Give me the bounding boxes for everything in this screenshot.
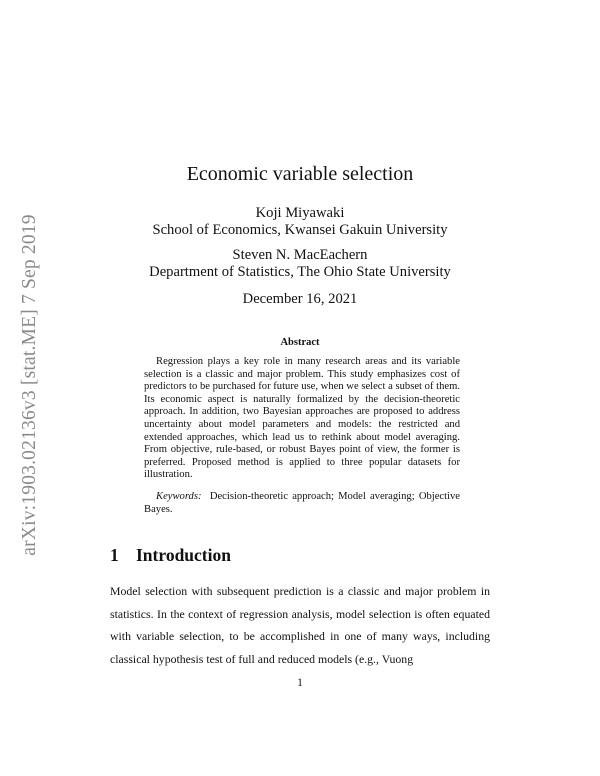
abstract-heading: Abstract xyxy=(280,337,320,348)
section-heading xyxy=(110,545,231,566)
section-number: 1 xyxy=(110,545,119,565)
paper-date: December 16, 2021 xyxy=(242,291,358,307)
keywords-text: Decision-theoretic approach; Model averaging; Objective Bayes. xyxy=(144,491,460,515)
author-affiliation-2: Department of Statistics, The Ohio State University xyxy=(149,264,451,280)
abstract-body: Regression plays a key role in many research areas and its variable selection is a classic and major problem. This study emphasizes cost of predictors to be purchased for future use, when we select a subset of them. Its economic aspect is naturally formalized by the decision-theoretic approach. In addition, two Bayesian approaches are proposed to address uncertainty about model parameters and models: the restricted and extended approaches, which lead us to rethink about model averaging. From objective, rule-based, or robust Bayes point of view, the former is preferred. Proposed method is applied to three popular datasets for illustration. xyxy=(144,356,460,481)
keywords-label: Keywords: xyxy=(156,491,202,502)
paper-title: Economic variable selection xyxy=(186,163,414,185)
author-name-2: Steven N. MacEachern xyxy=(232,247,368,263)
section-title: Introduction xyxy=(136,545,231,565)
author-affiliation-1: School of Economics, Kwansei Gakuin University xyxy=(152,222,448,238)
arxiv-identifier: arXiv:1903.02136v3 [stat.ME] 7 Sep 2019 xyxy=(19,214,40,556)
keywords xyxy=(144,491,460,516)
page-number: 1 xyxy=(297,677,303,689)
author-name-1: Koji Miyawaki xyxy=(255,205,345,221)
introduction-text: Model selection with subsequent prediction is a classic and major problem in statistics. In the context of regression analysis, model selection is often equated with variable selection, to be accomplished in one of many ways, including classical hypothesis test of full and reduced models (e.g., Vuong xyxy=(110,584,490,666)
